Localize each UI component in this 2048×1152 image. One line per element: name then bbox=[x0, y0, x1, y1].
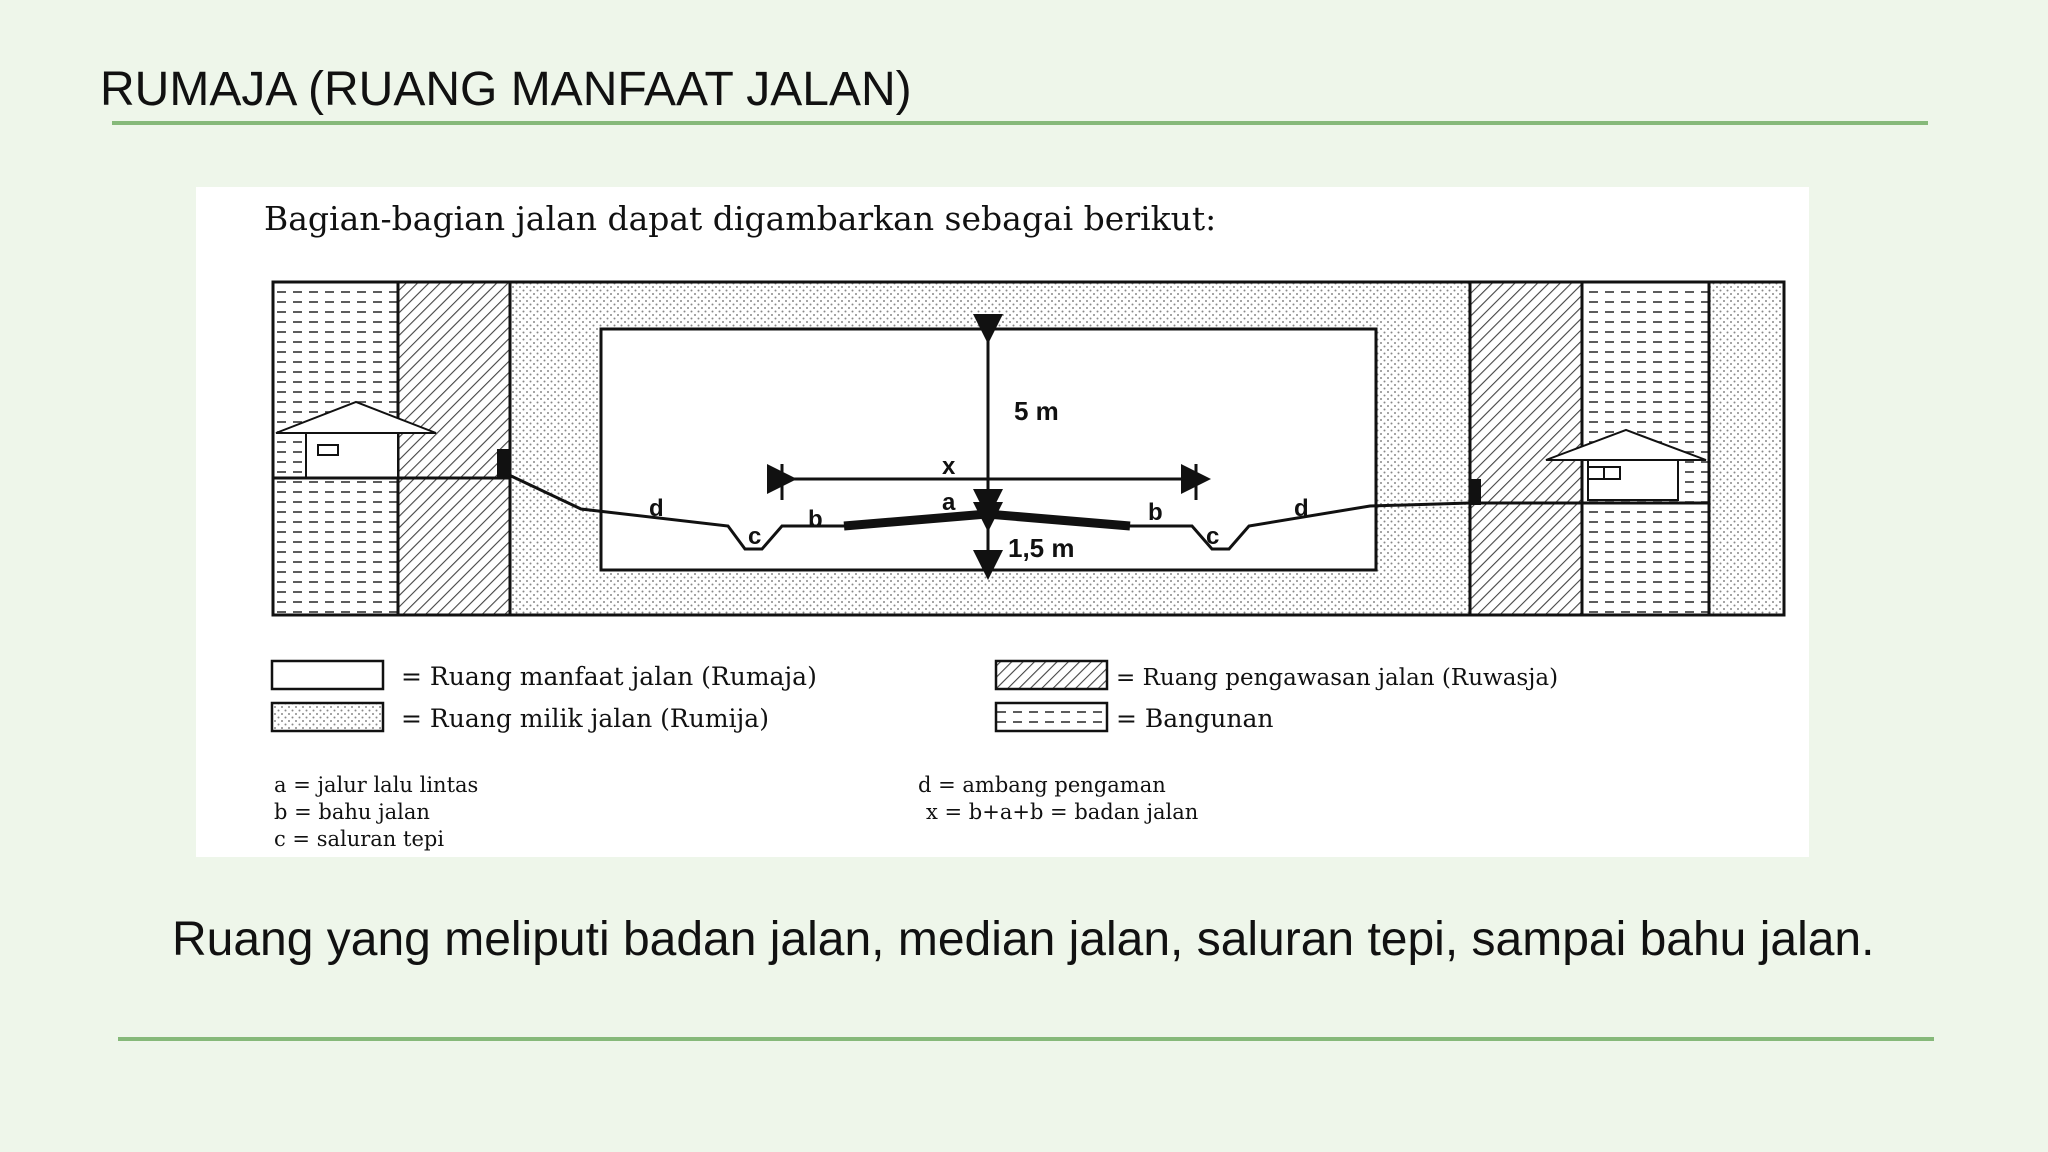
legend-rumaja: = Ruang manfaat jalan (Rumaja) bbox=[401, 662, 817, 691]
footer-rule bbox=[118, 1037, 1934, 1041]
boundary-post-left bbox=[497, 449, 509, 477]
label-a: a bbox=[942, 489, 956, 516]
label-d-left: d bbox=[649, 495, 664, 522]
road-cross-section-figure bbox=[196, 187, 1809, 857]
road-diagram bbox=[196, 187, 1809, 857]
legend-swatch-ruwasja bbox=[996, 661, 1107, 689]
title-underline bbox=[112, 121, 1928, 125]
legend-swatch-bangunan bbox=[996, 703, 1107, 731]
note-x: x = b+a+b = badan jalan bbox=[926, 800, 1199, 824]
figure-heading: Bagian-bagian jalan dapat digambarkan sebagai berikut: bbox=[264, 199, 1217, 238]
note-c: c = saluran tepi bbox=[274, 827, 445, 851]
legend-rumija: = Ruang milik jalan (Rumija) bbox=[401, 704, 769, 733]
legend-bangunan: = Bangunan bbox=[1116, 704, 1274, 733]
label-1-5m: 1,5 m bbox=[1008, 533, 1075, 563]
ruwasja-right bbox=[1470, 282, 1582, 615]
slide-title: RUMAJA (RUANG MANFAAT JALAN) bbox=[100, 63, 912, 116]
legend-swatch-rumaja bbox=[272, 661, 383, 689]
note-a: a = jalur lalu lintas bbox=[274, 773, 479, 797]
label-c-left: c bbox=[748, 523, 762, 550]
label-d-right: d bbox=[1294, 495, 1309, 522]
note-b: b = bahu jalan bbox=[274, 800, 430, 824]
label-c-right: c bbox=[1206, 523, 1220, 550]
slide-caption: Ruang yang meliputi badan jalan, median jalan, saluran tepi, sampai bahu jalan. bbox=[172, 913, 1875, 966]
label-b-left: b bbox=[808, 506, 823, 533]
legend-ruwasja: = Ruang pengawasan jalan (Ruwasja) bbox=[1116, 665, 1559, 691]
legend-swatch-rumija bbox=[272, 703, 383, 731]
ruwasja-left bbox=[398, 282, 510, 615]
note-d: d = ambang pengaman bbox=[918, 773, 1166, 797]
boundary-post-right bbox=[1469, 479, 1481, 505]
label-b-right: b bbox=[1148, 499, 1163, 526]
label-x: x bbox=[942, 453, 956, 480]
label-5m: 5 m bbox=[1014, 396, 1059, 426]
